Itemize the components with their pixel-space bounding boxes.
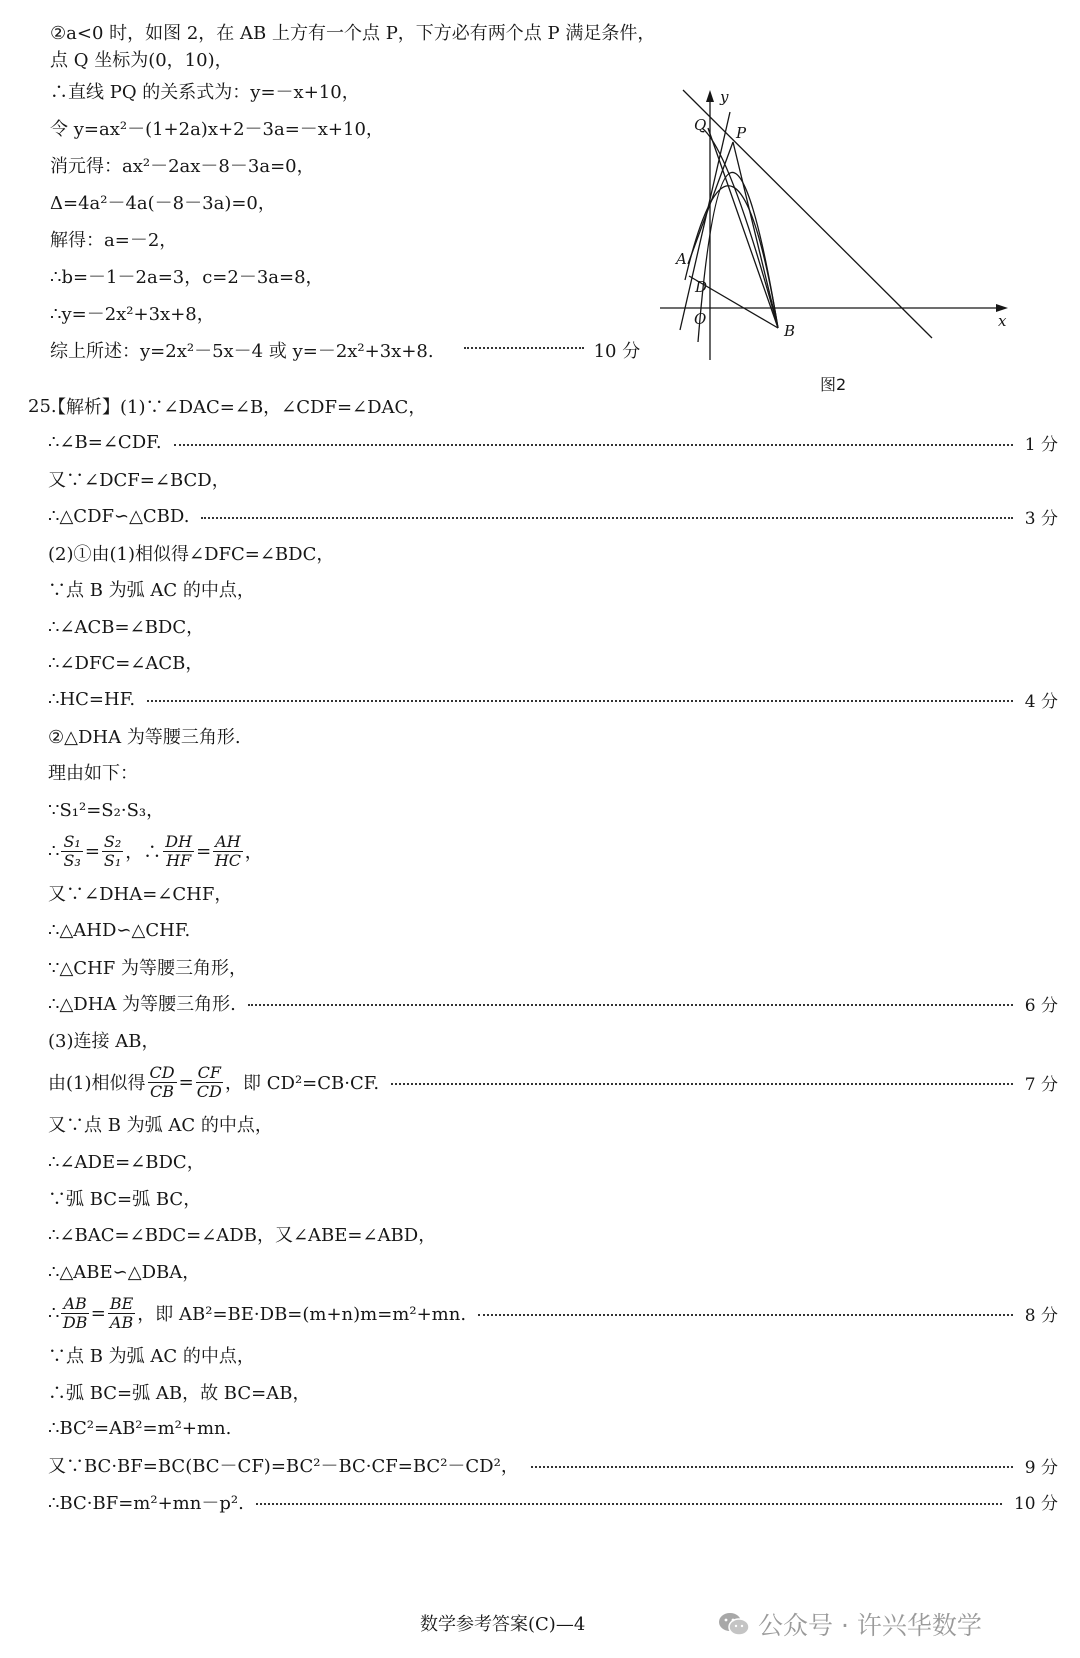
row-text: (2)①由(1)相似得∠DFC=∠BDC， xyxy=(48,543,335,565)
solution-row xyxy=(48,1106,1058,1143)
fraction-prefix: 由(1)相似得 xyxy=(48,1073,146,1095)
text-line: 点 Q 坐标为(0，10)， xyxy=(50,50,233,71)
dotted-leader xyxy=(478,1314,1013,1316)
solution-row xyxy=(48,912,1058,949)
wechat-icon xyxy=(718,1611,750,1637)
fraction-prefix: ∴ xyxy=(48,840,60,862)
solution-row xyxy=(48,1410,1058,1447)
row-text: 又∵点 B 为弧 AC 的中点， xyxy=(48,1115,273,1137)
fraction-suffix: ，即 AB²=BE·DB=(m+n)m=m²+mn. xyxy=(137,1304,467,1326)
score-label: 10 分 xyxy=(1013,1494,1058,1515)
summary-text: 综上所述：y=2x²－5x－4 或 y=－2x²+3x+8. xyxy=(50,341,434,362)
fraction xyxy=(61,833,82,870)
score-label: 3 分 xyxy=(1024,508,1058,529)
solution-row xyxy=(48,1216,1058,1253)
fraction xyxy=(213,833,243,870)
text-line: Δ=4a²－4a(－8－3a)=0， xyxy=(50,193,276,214)
solution-row xyxy=(48,791,1058,828)
row-text: ∴△CDF∽△CBD. xyxy=(48,505,190,527)
page-label: 数学参考答案(C)—4 xyxy=(420,1614,586,1635)
dotted-leader xyxy=(256,1503,1002,1505)
text-line: 解得：a=－2， xyxy=(50,230,178,251)
row-text: ∴BC·BF=m²+mn－p². xyxy=(48,1492,244,1514)
row-text: 又∵BC·BF=BC(BC－CF)=BC²－BC·CF=BC²－CD²， xyxy=(48,1456,519,1478)
row-text: ∴弧 BC=弧 AB，故 BC=AB， xyxy=(48,1382,311,1404)
score-label: 4 分 xyxy=(1024,691,1058,712)
problem-25-solution xyxy=(28,388,1058,1520)
figure-2-diagram xyxy=(676,80,1070,410)
numerator: DH xyxy=(165,831,193,851)
fraction-row xyxy=(48,1289,1058,1337)
dotted-leader xyxy=(174,444,1013,446)
solution-row xyxy=(28,388,1058,425)
score-label: 8 分 xyxy=(1024,1305,1058,1326)
fraction xyxy=(196,1064,223,1101)
fraction xyxy=(108,1295,135,1332)
row-text: ∴∠BAC=∠BDC=∠ADB，又∠ABE=∠ABD， xyxy=(48,1225,437,1247)
label-b: B xyxy=(784,322,796,340)
solution-row xyxy=(48,498,1058,535)
solution-row xyxy=(48,571,1058,608)
solution-row xyxy=(48,1374,1058,1411)
label-d: D xyxy=(695,278,708,296)
solution-row xyxy=(48,875,1058,912)
fraction xyxy=(163,833,194,870)
label-p: P xyxy=(736,124,747,142)
row-text: ∴HC=HF. xyxy=(48,688,136,710)
line-pq xyxy=(683,90,932,338)
fraction-suffix: ， xyxy=(244,842,263,864)
fraction-prefix: ∴ xyxy=(48,1302,60,1324)
row-text: ∵点 B 为弧 AC 的中点， xyxy=(48,1346,255,1368)
solution-row xyxy=(48,425,1058,462)
row-text: ∴△AHD∽△CHF. xyxy=(48,919,191,941)
label-x: x xyxy=(998,312,1007,330)
solution-row xyxy=(48,1447,1058,1484)
row-text: ②△DHA 为等腰三角形. xyxy=(48,726,241,748)
watermark-text: 公众号 · 许兴华数学 xyxy=(758,1611,982,1640)
dotted-leader xyxy=(248,1004,1013,1006)
row-text: ∵点 B 为弧 AC 的中点， xyxy=(48,580,255,602)
page-footer xyxy=(0,1606,1080,1646)
solution-row xyxy=(48,644,1058,681)
equals-sign: = xyxy=(196,840,212,862)
denominator: S₃ xyxy=(63,850,81,870)
label-q: Q xyxy=(694,116,707,134)
segment-p-b xyxy=(733,142,778,328)
dotted-leader xyxy=(464,347,584,349)
solution-row xyxy=(48,681,1058,718)
row-text: ∵弧 BC=弧 BC， xyxy=(48,1188,202,1210)
solution-row xyxy=(48,461,1058,498)
row-text: ∴BC²=AB²=m²+mn. xyxy=(48,1418,232,1440)
denominator: CD xyxy=(196,1081,222,1101)
score-label: 9 分 xyxy=(1024,1457,1058,1478)
solution-row xyxy=(48,948,1058,985)
row-text: ∴△DHA 为等腰三角形. xyxy=(48,994,236,1016)
numerator: BE xyxy=(109,1293,134,1313)
problem-number: 25. xyxy=(28,395,57,417)
row-text: 【解析】(1)∵∠DAC=∠B，∠CDF=∠DAC， xyxy=(48,397,427,419)
fraction-row xyxy=(48,1058,1058,1106)
x-axis-arrow xyxy=(996,304,1008,312)
row-text: ∴∠ACB=∠BDC， xyxy=(48,616,205,638)
numerator: AH xyxy=(215,831,241,851)
solution-row xyxy=(48,1483,1058,1520)
solution-row xyxy=(48,1022,1058,1059)
equals-sign: = xyxy=(90,1302,106,1324)
fraction-suffix: ，即 CD²=CB·CF. xyxy=(225,1073,380,1095)
figure-caption: 图2 xyxy=(820,375,847,394)
text-line: ∴b=－1－2a=3，c=2－3a=8， xyxy=(50,267,324,288)
segment-q-b xyxy=(708,128,778,328)
fraction-row xyxy=(48,827,1058,875)
solution-row xyxy=(48,717,1058,754)
text-line: ∴y=－2x²+3x+8， xyxy=(50,304,215,325)
numerator: CF xyxy=(197,1062,222,1082)
solution-row xyxy=(48,1252,1058,1289)
dotted-leader xyxy=(391,1083,1013,1085)
solution-row xyxy=(48,985,1058,1022)
solution-row xyxy=(48,754,1058,791)
fraction xyxy=(102,833,123,870)
denominator: S₁ xyxy=(103,850,122,870)
row-text: 又∵∠DCF=∠BCD， xyxy=(48,470,230,492)
watermark xyxy=(718,1606,982,1642)
denominator: HC xyxy=(214,850,242,870)
parabola-3 xyxy=(702,128,778,328)
row-text: ∴∠DFC=∠ACB， xyxy=(48,653,204,675)
row-text: ∴∠B=∠CDF. xyxy=(48,432,162,454)
dotted-leader xyxy=(531,1466,1013,1468)
label-o: O xyxy=(694,310,707,328)
dotted-leader xyxy=(201,517,1012,519)
solution-row xyxy=(48,1179,1058,1216)
numerator: S₂ xyxy=(103,831,122,851)
denominator: DB xyxy=(62,1312,88,1332)
row-text: 理由如下： xyxy=(48,763,138,785)
fraction-mid: ，∴ xyxy=(125,842,162,864)
y-axis-arrow xyxy=(706,90,714,102)
solution-row xyxy=(48,608,1058,645)
row-text: 又∵∠DHA=∠CHF， xyxy=(48,884,233,906)
fraction xyxy=(61,1295,88,1332)
solution-row xyxy=(48,1337,1058,1374)
text-line: ②a<0 时，如图 2，在 AB 上方有一个点 P，下方必有两个点 P 满足条件， xyxy=(50,23,656,44)
fraction xyxy=(148,1064,177,1101)
row-text: ∵△CHF 为等腰三角形， xyxy=(48,957,247,979)
numerator: AB xyxy=(63,1293,87,1313)
score-label: 7 分 xyxy=(1024,1074,1058,1095)
denominator: AB xyxy=(109,1312,134,1332)
score-label: 1 分 xyxy=(1024,435,1058,456)
text-line: 令 y=ax²－(1+2a)x+2－3a=－x+10， xyxy=(50,119,384,140)
equals-sign: = xyxy=(178,1071,194,1093)
text-line: ∴直线 PQ 的关系式为：y=－x+10， xyxy=(50,82,360,103)
parabola-2 xyxy=(685,186,778,328)
dotted-leader xyxy=(147,700,1013,702)
score-label: 6 分 xyxy=(1024,995,1058,1016)
part2-case-block xyxy=(50,20,690,370)
numerator: S₁ xyxy=(63,831,81,851)
equals-sign: = xyxy=(84,840,100,862)
label-a: A xyxy=(676,250,687,268)
row-text: ∴△ABE∽△DBA， xyxy=(48,1261,201,1283)
label-y: y xyxy=(720,88,729,106)
score-label: 10 分 xyxy=(593,341,641,362)
solution-row xyxy=(48,534,1058,571)
row-text: ∵S₁²=S₂·S₃， xyxy=(48,799,165,821)
row-text: (3)连接 AB， xyxy=(48,1030,160,1052)
denominator: CB xyxy=(150,1081,175,1101)
solution-row xyxy=(48,1143,1058,1180)
numerator: CD xyxy=(149,1062,175,1082)
row-text: ∴∠ADE=∠BDC， xyxy=(48,1151,205,1173)
text-line: 消元得：ax²－2ax－8－3a=0， xyxy=(50,156,315,177)
denominator: HF xyxy=(166,850,192,870)
summary-line xyxy=(50,333,690,370)
